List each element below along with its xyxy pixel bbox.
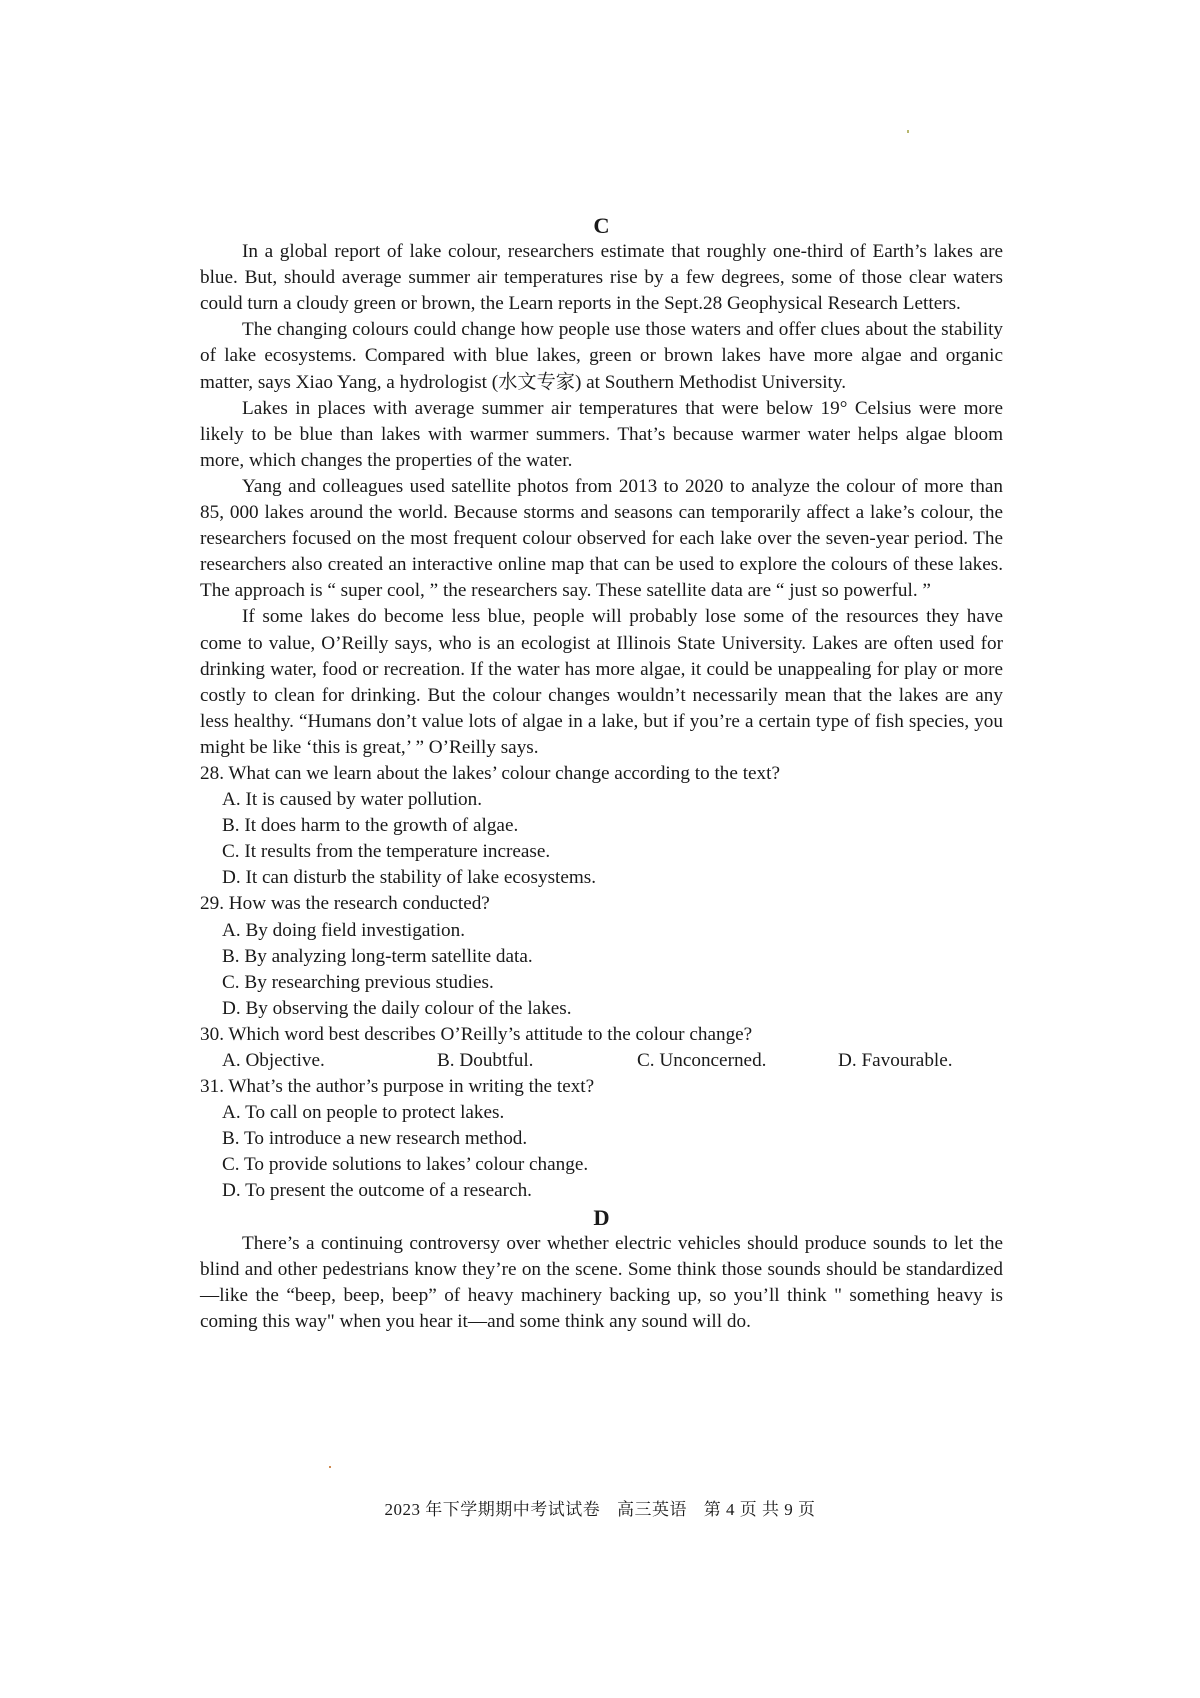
option-c: C. It results from the temperature increase. xyxy=(222,841,551,863)
option-b: B. It does harm to the growth of algae. xyxy=(222,815,519,837)
passage-c-paragraph-1: In a global report of lake colour, researchers estimate that roughly one-third of Earth’s lakes are blue. But, should average summer air temperatures rise by a few degrees, some of those clear waters could turn a cloudy green or brown, the Learn reports in the Sept.28 Geophysical Research Letters. xyxy=(200,241,1003,315)
option-a: A. Objective. xyxy=(222,1050,325,1071)
passage-c-paragraph-2: The changing colours could change how people use those waters and offer clues about the stability of lake ecosystems. Compared with blue lakes, green or brown lakes have more algae and organic matter, says Xiao Yang, a hydrologist (水文专家) at Southern Methodist University. xyxy=(200,319,1003,393)
option-b: B. Doubtful. xyxy=(437,1050,534,1071)
options-row xyxy=(200,1048,1003,1074)
option-d: D. It can disturb the stability of lake ecosystems. xyxy=(222,867,597,889)
exam-page xyxy=(200,213,1003,1335)
option-c: C. Unconcerned. xyxy=(637,1050,767,1071)
options-list xyxy=(200,1100,1003,1204)
page-footer xyxy=(0,1495,1200,1520)
option-d: D. To present the outcome of a research. xyxy=(222,1180,532,1202)
question-stem: 30. Which word best describes O’Reilly’s attitude to the colour change? xyxy=(200,1023,753,1045)
option-d: D. Favourable. xyxy=(838,1050,953,1071)
passage-d-paragraph-1: There’s a continuing controversy over whether electric vehicles should produce sounds to let the blind and other pedestrians know they’re on the scene. Some think those sounds should be standardized—like the “beep, beep, beep” of heavy machinery backing up, so you’ll think " something heavy is coming this way" when you hear it—and some think any sound will do. xyxy=(200,1232,1003,1332)
question-stem: 29. How was the research conducted? xyxy=(200,893,490,915)
option-b: B. To introduce a new research method. xyxy=(222,1128,528,1150)
option-a: A. To call on people to protect lakes. xyxy=(222,1102,505,1124)
options-list xyxy=(200,918,1003,1022)
option-b: B. By analyzing long-term satellite data. xyxy=(222,945,533,967)
option-a: A. It is caused by water pollution. xyxy=(222,789,483,811)
option-a: A. By doing field investigation. xyxy=(222,919,466,941)
passage-d-heading: D xyxy=(593,1204,610,1230)
option-c: C. To provide solutions to lakes’ colour change. xyxy=(222,1154,589,1176)
question-stem: 28. What can we learn about the lakes’ colour change according to the text? xyxy=(200,762,780,784)
question-29 xyxy=(200,891,1003,1021)
exam-title: 2023 年下学期期中考试试卷 xyxy=(384,1500,601,1519)
options-list xyxy=(200,787,1003,891)
subject-label: 高三英语 xyxy=(617,1500,687,1519)
page-number: 第 4 页 共 9 页 xyxy=(703,1500,816,1519)
question-28 xyxy=(200,761,1003,891)
passage-c-paragraph-5: If some lakes do become less blue, people will probably lose some of the resources they have come to value, O’Reilly says, who is an ecologist at Illinois State University. Lakes are often used for drinking water, food or recreation. If the water has more algae, it could be unappealing for play or more costly to clean for drinking. But the colour changes wouldn’t necessarily mean that the lakes are any less healthy. “Humans don’t value lots of algae in a lake, but if you’re a certain type of fish species, you might be like ‘this is great,’ ” O’Reilly says. xyxy=(200,606,1003,758)
question-30 xyxy=(200,1022,1003,1074)
passage-c-heading: C xyxy=(593,213,610,238)
passage-c-paragraph-4: Yang and colleagues used satellite photos from 2013 to 2020 to analyze the colour of more than 85, 000 lakes around the world. Because storms and seasons can temporarily affect a lake’s colour, the researchers focused on the most frequent colour observed for each lake over the seven-year period. The researchers also created an interactive online map that can be used to explore the colours of these lakes. The approach is “ super cool, ” the researchers say. These satellite data are “ just so powerful. ” xyxy=(200,475,1003,602)
scan-speck xyxy=(329,1466,331,1468)
scan-speck xyxy=(907,130,909,133)
option-c: C. By researching previous studies. xyxy=(222,971,494,993)
option-d: D. By observing the daily colour of the lakes. xyxy=(222,997,572,1019)
passage-c-paragraph-3: Lakes in places with average summer air temperatures that were below 19° Celsius were more likely to be blue than lakes with warmer summers. That’s because warmer water helps algae bloom more, which changes the properties of the water. xyxy=(200,397,1003,471)
question-31 xyxy=(200,1074,1003,1204)
question-stem: 31. What’s the author’s purpose in writing the text? xyxy=(200,1076,595,1098)
